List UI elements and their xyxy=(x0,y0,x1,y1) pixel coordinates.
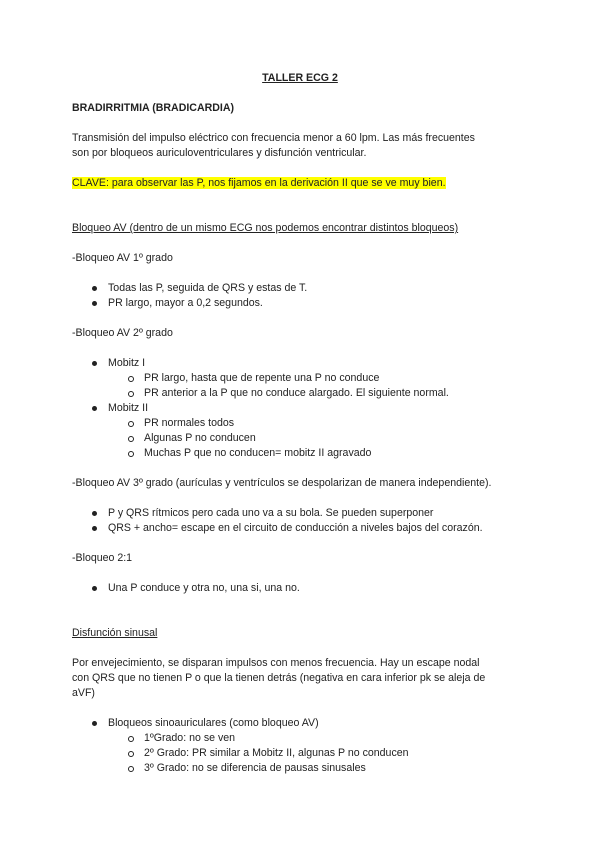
mobitz2-item: PR normales todos xyxy=(144,417,235,429)
bloqueo-av-heading: Bloqueo AV (dentro de un mismo ECG nos podemos encontrar distintos bloqueos) xyxy=(72,222,459,234)
sub-bullet-icon xyxy=(128,421,134,427)
bullet-icon xyxy=(92,406,97,411)
mobitz2-label: Mobitz II xyxy=(108,402,149,414)
av1-item: PR largo, mayor a 0,2 segundos. xyxy=(108,297,263,309)
disfuncion-line-2: con QRS que no tienen P o que la tienen detrás (negativa en cara inferior pk se aleja de xyxy=(72,672,486,684)
bullet-icon xyxy=(92,721,97,726)
key-note-highlight: CLAVE: para observar las P, nos fijamos en la derivación II que se ve muy bien. xyxy=(72,177,446,189)
sino-item: 1ºGrado: no se ven xyxy=(144,732,236,744)
disfuncion-heading: Disfunción sinusal xyxy=(72,627,158,639)
sub-bullet-icon xyxy=(128,376,134,382)
sub-bullet-icon xyxy=(128,751,134,757)
mobitz1-label: Mobitz I xyxy=(108,357,146,369)
av3-title: -Bloqueo AV 3º grado (aurículas y ventrículos se despolarizan de manera independiente). xyxy=(72,477,492,489)
mobitz2-item: Muchas P que no conducen= mobitz II agravado xyxy=(144,447,372,459)
bullet-icon xyxy=(92,586,97,591)
mobitz1-item: PR largo, hasta que de repente una P no conduce xyxy=(144,372,380,384)
av1-item: Todas las P, seguida de QRS y estas de T. xyxy=(108,282,308,294)
section-heading-bradirritmia: BRADIRRITMIA (BRADICARDIA) xyxy=(72,102,235,114)
bullet-icon xyxy=(92,511,97,516)
bullet-icon xyxy=(92,361,97,366)
mobitz1-item: PR anterior a la P que no conduce alargado. El siguiente normal. xyxy=(144,387,449,399)
bullet-icon xyxy=(92,526,97,531)
sub-bullet-icon xyxy=(128,766,134,772)
sub-bullet-icon xyxy=(128,736,134,742)
av3-item: QRS + ancho= escape en el circuito de conducción a niveles bajos del corazón. xyxy=(108,522,483,534)
page-title: TALLER ECG 2 xyxy=(262,72,338,84)
intro-line-1: Transmisión del impulso eléctrico con frecuencia menor a 60 lpm. Las más frecuentes xyxy=(72,132,475,144)
av2-title: -Bloqueo AV 2º grado xyxy=(72,327,173,339)
sub-bullet-icon xyxy=(128,451,134,457)
bullet-icon xyxy=(92,286,97,291)
sub-bullet-icon xyxy=(128,391,134,397)
disfuncion-line-1: Por envejecimiento, se disparan impulsos con menos frecuencia. Hay un escape nodal xyxy=(72,657,480,669)
b21-item: Una P conduce y otra no, una si, una no. xyxy=(108,582,300,594)
sino-label: Bloqueos sinoauriculares (como bloqueo AV) xyxy=(108,717,319,729)
av3-item: P y QRS rítmicos pero cada uno va a su bola. Se pueden superponer xyxy=(108,507,434,519)
sino-item: 2º Grado: PR similar a Mobitz II, algunas P no conducen xyxy=(144,747,409,759)
b21-title: -Bloqueo 2:1 xyxy=(72,552,133,564)
av1-title: -Bloqueo AV 1º grado xyxy=(72,252,173,264)
bullet-icon xyxy=(92,301,97,306)
mobitz2-item: Algunas P no conducen xyxy=(144,432,256,444)
intro-line-2: son por bloqueos auriculoventriculares y disfunción ventricular. xyxy=(72,147,367,159)
sub-bullet-icon xyxy=(128,436,134,442)
sino-item: 3º Grado: no se diferencia de pausas sinusales xyxy=(144,762,366,774)
disfuncion-line-3: aVF) xyxy=(72,687,95,699)
key-note xyxy=(72,176,446,191)
